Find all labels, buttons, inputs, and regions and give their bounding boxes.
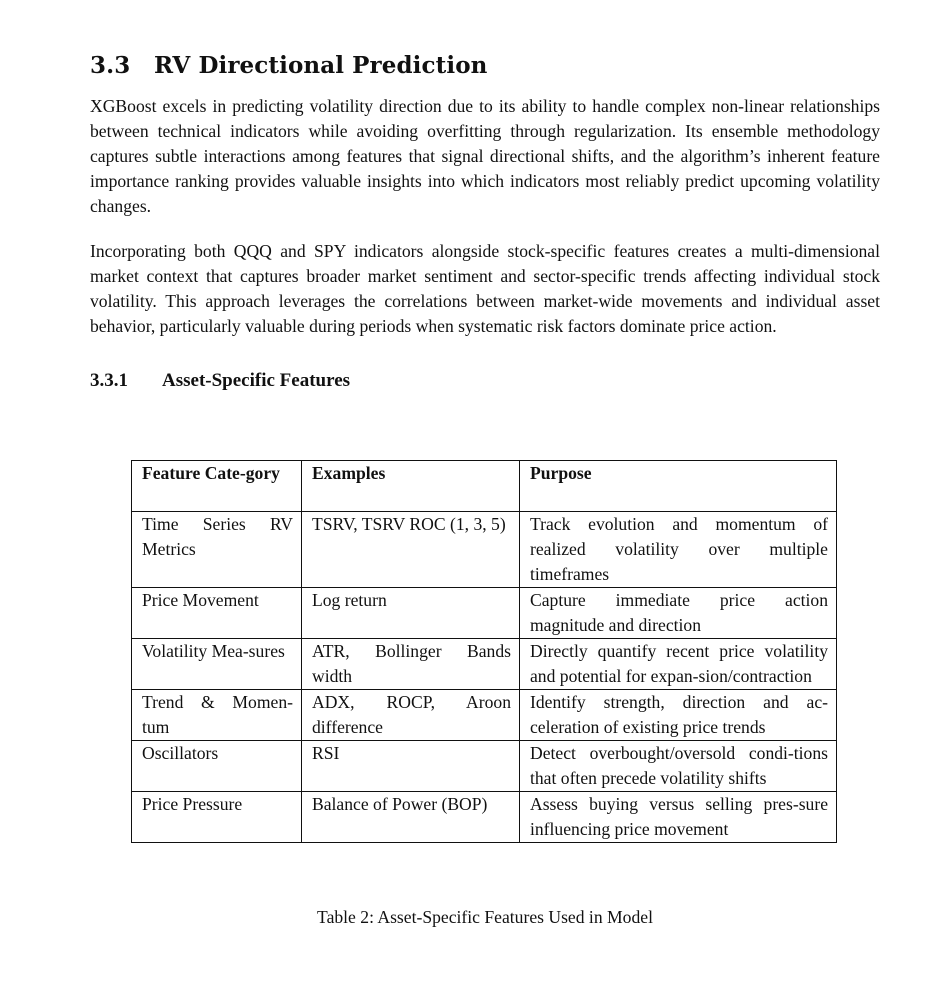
cell-category: Volatility Mea-sures	[132, 639, 302, 690]
subsection-number: 3.3.1	[90, 370, 128, 391]
cell-examples: ATR, Bollinger Bands width	[302, 639, 520, 690]
cell-examples: TSRV, TSRV ROC (1, 3, 5)	[302, 512, 520, 588]
cell-category: Time Series RV Metrics	[132, 512, 302, 588]
header-examples: Examples	[302, 461, 520, 512]
paragraph-indicators: Incorporating both QQQ and SPY indicators alongside stock-specific features creates a multi-dimensional market context that captures broader market sentiment and sector-specific trends affecting individual stock volatility. This approach leverages the correlations between market-wide movements and individual asset behavior, particularly valuable during periods when systematic risk factors dominate price action.	[90, 241, 880, 336]
section-title: RV Directional Prediction	[154, 52, 488, 79]
table-row	[132, 741, 837, 792]
cell-purpose: Directly quantify recent price volatility and potential for expan-sion/contraction	[520, 639, 837, 690]
header-purpose: Purpose	[520, 461, 837, 512]
table-row	[132, 512, 837, 588]
table-row	[132, 792, 837, 843]
cell-purpose: Capture immediate price action magnitude and direction	[520, 588, 837, 639]
cell-category: Price Pressure	[132, 792, 302, 843]
cell-purpose: Track evolution and momentum of realized volatility over multiple timeframes	[520, 512, 837, 588]
cell-purpose: Assess buying versus selling pres-sure influencing price movement	[520, 792, 837, 843]
header-feature-category: Feature Cate-gory	[132, 461, 302, 512]
table-header-row	[132, 461, 837, 512]
paper-page	[90, 50, 880, 927]
table-row	[132, 690, 837, 741]
table-caption: Table 2: Asset-Specific Features Used in Model	[317, 907, 653, 927]
table-row	[132, 588, 837, 639]
paragraph-xgboost: XGBoost excels in predicting volatility direction due to its ability to handle complex non-linear relationships between technical indicators while avoiding overfitting through regularization. Its ensemble methodology captures subtle interactions among features that signal directional shifts, and the algorithm’s inherent feature importance ranking provides valuable insights into which indicators most reliably predict upcoming volatility changes.	[90, 96, 880, 216]
section-heading	[90, 50, 880, 82]
subsection-title: Asset-Specific Features	[162, 370, 351, 391]
section-number: 3.3	[90, 52, 131, 79]
cell-category: Trend & Momen-tum	[132, 690, 302, 741]
cell-category: Oscillators	[132, 741, 302, 792]
cell-examples: RSI	[302, 741, 520, 792]
cell-purpose: Detect overbought/oversold condi-tions that often precede volatility shifts	[520, 741, 837, 792]
cell-category: Price Movement	[132, 588, 302, 639]
table-row	[132, 639, 837, 690]
features-table	[131, 460, 837, 843]
subsection-heading	[90, 367, 880, 395]
cell-purpose: Identify strength, direction and ac-celeration of existing price trends	[520, 690, 837, 741]
cell-examples: ADX, ROCP, Aroon difference	[302, 690, 520, 741]
cell-examples: Balance of Power (BOP)	[302, 792, 520, 843]
cell-examples: Log return	[302, 588, 520, 639]
